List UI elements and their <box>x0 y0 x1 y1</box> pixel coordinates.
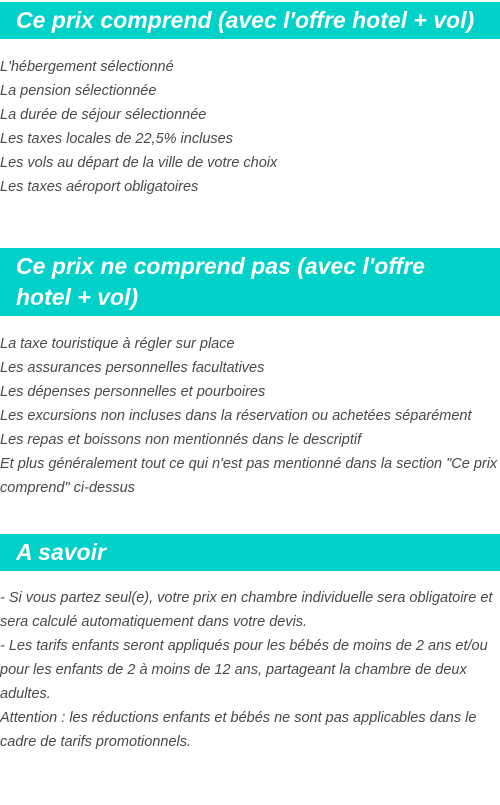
list-item: Les dépenses personnelles et pourboires <box>0 384 266 400</box>
list-item: Et plus généralement tout ce qui n'est pas mentionné dans la section "Ce prix comprend" ci-dessus <box>0 456 498 496</box>
includes-list <box>0 55 500 199</box>
section-title-a-savoir: A savoir <box>0 534 500 571</box>
list-item: Les vols au départ de la ville de votre choix <box>0 155 278 171</box>
list-item: L'hébergement sélectionné <box>0 59 174 75</box>
section-title-includes: Ce prix comprend (avec l'offre hotel + vol) <box>0 2 500 39</box>
excludes-list <box>0 332 500 500</box>
list-item: La durée de séjour sélectionnée <box>0 107 207 123</box>
list-item: Les repas et boissons non mentionnés dans le descriptif <box>0 432 362 448</box>
list-item: - Si vous partez seul(e), votre prix en chambre individuelle sera obligatoire et sera calculé automatiquement dans votre devis. <box>0 590 493 630</box>
list-item: La pension sélectionnée <box>0 83 157 99</box>
section-title-excludes: Ce prix ne comprend pas (avec l'offre hotel + vol) <box>0 248 500 316</box>
list-item: Les taxes locales de 22,5% incluses <box>0 131 233 147</box>
list-item: - Les tarifs enfants seront appliqués pour les bébés de moins de 2 ans et/ou pour les enfants de 2 à moins de 12 ans, partageant la chambre de deux adultes. <box>0 638 488 702</box>
list-item: Les excursions non incluses dans la réservation ou achetées séparément <box>0 408 472 424</box>
list-item: La taxe touristique à régler sur place <box>0 336 235 352</box>
list-item: Attention : les réductions enfants et bébés ne sont pas applicables dans le cadre de tarifs promotionnels. <box>0 710 477 750</box>
list-item: Les taxes aéroport obligatoires <box>0 179 199 195</box>
list-item: Les assurances personnelles facultatives <box>0 360 265 376</box>
notes-list <box>0 586 500 754</box>
